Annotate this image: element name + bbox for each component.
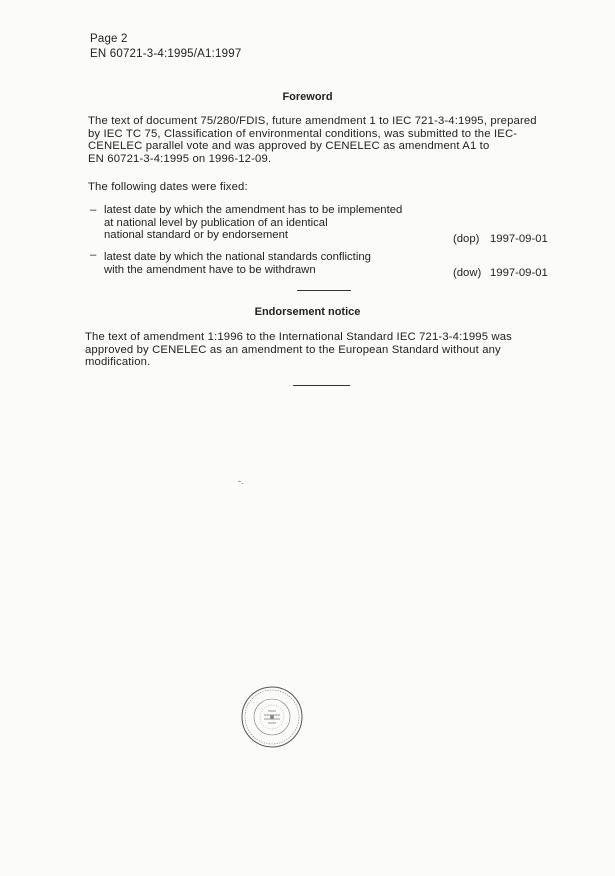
list-dash: – (90, 249, 97, 261)
dates-intro: The following dates were fixed: (88, 181, 248, 193)
endorsement-heading: Endorsement notice (254, 306, 361, 318)
foreword-line: by IEC TC 75, Classification of environmental conditions, was submitted to the IEC- (88, 127, 518, 140)
list-dash: – (90, 204, 97, 216)
date-item-line: with the amendment have to be withdrawn (104, 263, 316, 276)
page-header (90, 32, 241, 62)
date-item-line: at national level by publication of an identical (104, 216, 328, 229)
endorsement-line: modification. (85, 356, 151, 368)
foreword-line: CENELEC parallel vote and was approved by CENELEC as amendment A1 to (88, 140, 490, 152)
date-item-line: latest date by which the amendment has to be implemented (104, 204, 403, 216)
endorsement-line: The text of amendment 1:1996 to the International Standard IEC 721-3-4:1995 was (85, 331, 512, 343)
official-seal-stamp-icon (240, 685, 304, 749)
foreword-heading: Foreword (282, 91, 333, 103)
end-divider (293, 385, 350, 386)
foreword-line: EN 60721-3-4:1995 on 1996-12-09. (88, 152, 272, 165)
section-divider (297, 290, 351, 291)
date-item-line: national standard or by endorsement (104, 229, 289, 241)
document-reference: EN 60721-3-4:1995/A1:1997 (90, 48, 242, 60)
page-number: Page 2 (90, 33, 128, 45)
foreword-line: The text of document 75/280/FDIS, future amendment 1 to IEC 721-3-4:1995, prepared (88, 115, 537, 127)
date-value: 1997-09-01 (490, 267, 548, 279)
endorsement-line: approved by CENELEC as an amendment to the European Standard without any (85, 343, 501, 356)
date-code: (dow) (453, 267, 482, 279)
stray-mark: -. (238, 476, 244, 486)
date-item-line: latest date by which the national standards conflicting (104, 251, 371, 263)
date-value: 1997-09-01 (490, 233, 548, 245)
date-code: (dop) (453, 233, 480, 245)
